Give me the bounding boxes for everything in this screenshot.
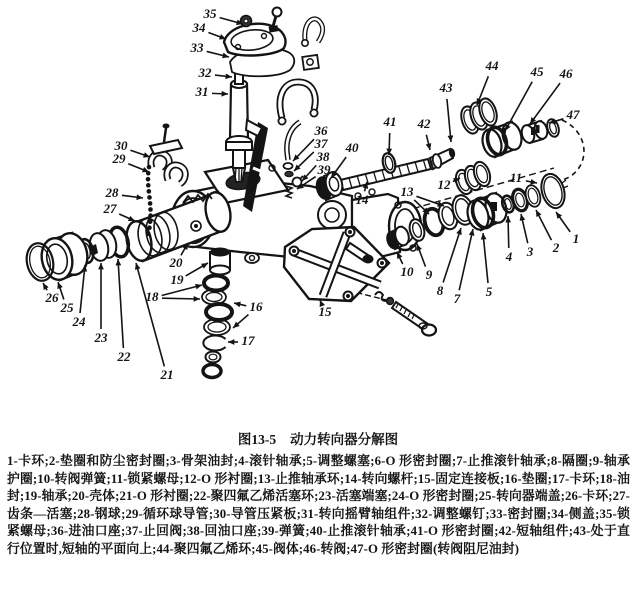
svg-text:2: 2 xyxy=(552,239,560,255)
part-hook-pipe xyxy=(302,19,323,70)
svg-text:28: 28 xyxy=(105,184,119,200)
svg-text:46: 46 xyxy=(559,65,573,81)
part-34-side-cover xyxy=(224,8,286,56)
svg-text:17: 17 xyxy=(241,332,255,348)
svg-text:27: 27 xyxy=(103,200,117,216)
svg-text:45: 45 xyxy=(530,63,544,79)
svg-text:9: 9 xyxy=(425,266,433,282)
part-16-washers xyxy=(204,304,232,335)
svg-text:43: 43 xyxy=(439,79,453,95)
svg-text:23: 23 xyxy=(94,329,108,345)
callout-34 xyxy=(192,20,227,39)
svg-text:40: 40 xyxy=(345,139,359,155)
callout-22 xyxy=(116,259,131,364)
svg-text:35: 35 xyxy=(203,5,217,21)
callout-1 xyxy=(556,212,579,246)
svg-text:12: 12 xyxy=(437,176,451,192)
part-30-clamp-plate xyxy=(150,124,182,155)
callout-4 xyxy=(505,216,513,264)
svg-text:14: 14 xyxy=(355,191,369,207)
figure-caption xyxy=(0,431,636,449)
svg-text:32: 32 xyxy=(198,64,212,80)
callout-3 xyxy=(520,214,534,259)
callout-17 xyxy=(228,333,255,348)
svg-text:15: 15 xyxy=(318,303,332,319)
callout-25 xyxy=(57,282,74,315)
svg-text:39: 39 xyxy=(317,161,331,177)
svg-text:22: 22 xyxy=(117,348,131,364)
svg-text:10: 10 xyxy=(400,263,414,279)
svg-text:13: 13 xyxy=(400,183,414,199)
callout-44 xyxy=(477,58,499,105)
part-29-ball-guides xyxy=(151,153,185,184)
part-u-hose xyxy=(278,82,317,125)
svg-text:18: 18 xyxy=(145,288,159,304)
part-long-bolt xyxy=(392,302,436,336)
svg-text:3: 3 xyxy=(526,243,534,259)
callout-10 xyxy=(397,252,414,279)
svg-text:16: 16 xyxy=(249,298,263,314)
callout-21 xyxy=(135,263,174,382)
svg-text:1: 1 xyxy=(572,230,580,246)
callout-35 xyxy=(203,6,244,25)
svg-text:4: 4 xyxy=(505,248,513,264)
svg-text:11: 11 xyxy=(509,169,523,185)
part-1-snap-ring xyxy=(538,171,569,211)
callout-32 xyxy=(198,65,233,80)
svg-text:42: 42 xyxy=(417,115,431,131)
part-35-locknut xyxy=(241,16,252,27)
svg-text:41: 41 xyxy=(383,113,397,129)
callout-31 xyxy=(195,84,229,99)
svg-text:7: 7 xyxy=(453,290,461,306)
svg-text:34: 34 xyxy=(192,19,206,35)
callout-23 xyxy=(94,263,109,345)
callout-43 xyxy=(439,80,454,142)
callout-8 xyxy=(437,228,462,298)
part-46-rotary-valve xyxy=(520,120,549,145)
part-small-rings-stack xyxy=(203,352,221,378)
svg-text:44: 44 xyxy=(485,57,499,73)
svg-text:29: 29 xyxy=(112,150,126,166)
svg-text:20: 20 xyxy=(169,254,183,270)
callout-2 xyxy=(536,210,560,255)
callout-15 xyxy=(319,300,333,319)
callout-42 xyxy=(417,116,432,150)
figure-title: 动力转向器分解图 xyxy=(290,432,399,447)
svg-text:30: 30 xyxy=(114,137,128,153)
svg-text:33: 33 xyxy=(190,39,204,55)
callout-9 xyxy=(417,244,433,282)
svg-text:47: 47 xyxy=(566,106,580,122)
svg-text:8: 8 xyxy=(436,282,444,298)
svg-text:31: 31 xyxy=(195,83,209,99)
svg-text:25: 25 xyxy=(60,299,74,315)
callout-41 xyxy=(383,114,397,155)
callout-16 xyxy=(233,299,263,328)
callout-5 xyxy=(481,233,493,299)
figure-number: 图13-5 xyxy=(237,432,277,447)
callout-27 xyxy=(103,201,136,221)
part-17-snap-ring xyxy=(203,336,225,351)
callout-28 xyxy=(105,185,144,200)
svg-text:26: 26 xyxy=(45,289,59,305)
part-19-bearing xyxy=(210,248,230,275)
part-18-oil-seals xyxy=(202,276,228,305)
svg-text:21: 21 xyxy=(160,366,174,382)
svg-text:38: 38 xyxy=(316,148,330,164)
svg-text:5: 5 xyxy=(485,283,493,299)
callout-40 xyxy=(331,140,359,178)
svg-text:19: 19 xyxy=(170,271,184,287)
svg-text:36: 36 xyxy=(314,122,328,138)
callout-26 xyxy=(43,283,59,305)
svg-text:24: 24 xyxy=(72,313,86,329)
parts-list: 1-卡环;2-垫圈和防尘密封圈;3-骨架油封;4-滚针轴承;5-调整螺塞;6-O 形密封圈;7-止推滚针轴承;8-隔圈;9-轴承护圈;10-转阀弹簧;11-锁紧螺母;12-O 形衬圈;13-止推轴承环;14-转向螺杆;15-固定连接板;16-垫圈;17-卡环;18-油封;19-轴承;20-壳体;21-O 形衬圈;22-聚四氟乙烯活塞环;23-活塞端塞;24-O 形密封圈;25-转向器端盖;26-卡环;27-齿条—活塞;28-钢球;29-循环球导管;30-导管压紧板;31-转向摇臂轴组件;32-调整螺钉;33-密封圈;34-侧盖;35-锁紧螺母;36-进油口座;37-止回阀;38-回油口座;39-弹簧;40-止推滚针轴承;41-O 形密封圈;42-短轴组件;43-处于直行位置时,短轴的平面向上;44-聚四氟乙烯环;45-阀体;46-转阀;47-O 形密封圈(转阀阻尼油封) xyxy=(7,454,630,556)
svg-text:37: 37 xyxy=(314,135,328,151)
